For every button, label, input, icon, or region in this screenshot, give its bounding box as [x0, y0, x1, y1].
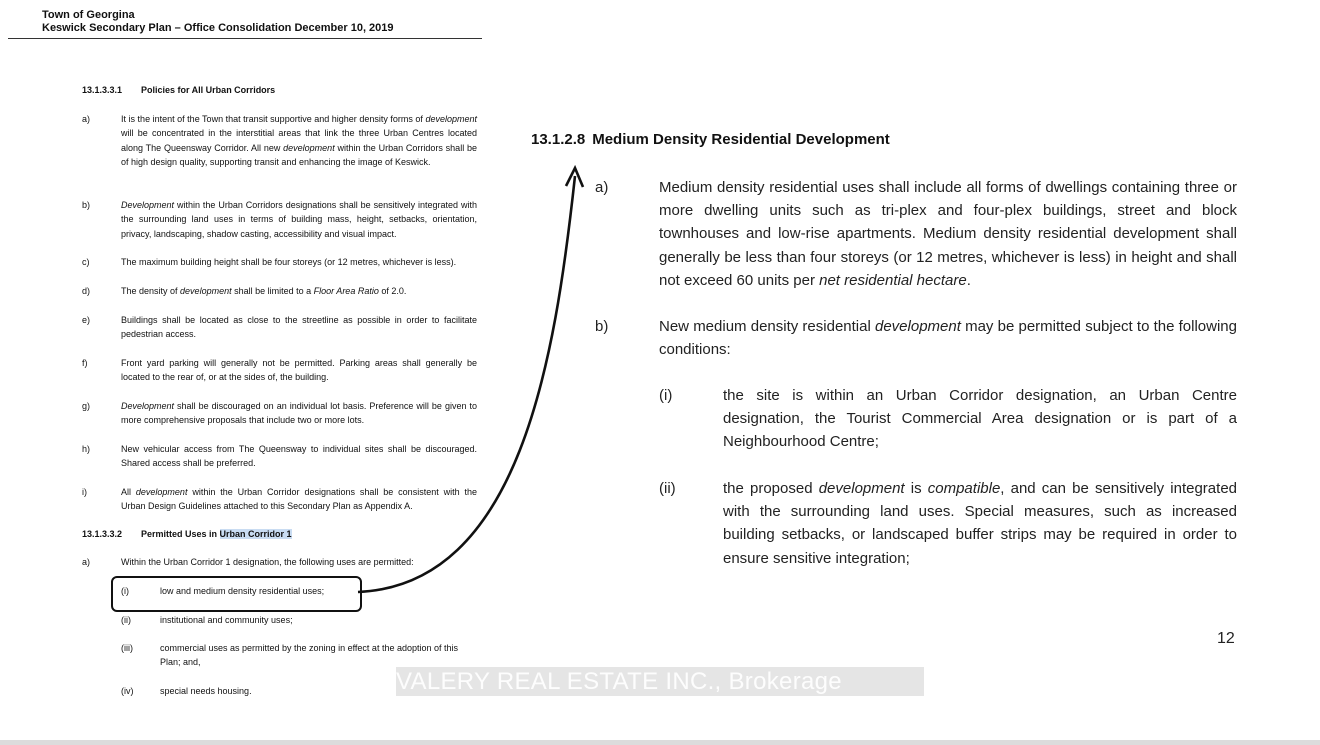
page-number: 12	[1217, 630, 1235, 647]
bottom-bar	[0, 740, 1320, 745]
section-title: Medium Density Residential Development	[592, 131, 890, 148]
medium-density-heading	[531, 131, 890, 148]
item-label: f)	[82, 358, 88, 368]
brokerage-watermark: VALERY REAL ESTATE INC., Brokerage	[396, 667, 924, 696]
subitem-text: is	[904, 480, 928, 497]
subitem-label: (i)	[659, 387, 673, 404]
item-label: c)	[82, 257, 90, 267]
subitem-emphasis: compatible	[927, 480, 1001, 497]
item-emphasis: development	[875, 318, 961, 335]
section-title: Permitted Uses in	[141, 529, 220, 539]
item-text: within the Urban Corridors shall be of high design quality, supporting transit and enhancing the image of Keswick.	[121, 142, 477, 167]
item-text: of 2.0.	[378, 286, 407, 296]
item-text: Medium density residential uses shall include all forms of dwellings containing three or more dwelling units such as tri-plex and four-plex buildings, street and block townhouses and low-rise apartments. Medium density residential development shall generally be less than four storeys (or 12 metres, whichever is less) in height and shall not exceed 60 units per	[659, 179, 1237, 289]
item-text: shall be limited to a	[231, 286, 314, 296]
item-text: New vehicular access from The Queensway to individual sites shall be discouraged. Shared access shall be preferred.	[121, 444, 477, 469]
subitem-text: special needs housing.	[160, 686, 252, 696]
item-text: within the Urban Corridor designations shall be consistent with the Urban Design Guidelines attached to this Secondary Plan as Appendix A.	[121, 487, 477, 512]
subitem-text: commercial uses as permitted by the zoning in effect at the adoption of this Plan; and,	[160, 643, 458, 668]
item-label: a)	[82, 557, 91, 567]
subitem-text: the site is within an Urban Corridor designation, an Urban Centre designation, the Tourist Commercial Area designation or is part of a Neighbourhood Centre;	[723, 387, 1237, 451]
item-label: a)	[595, 179, 609, 196]
section-number: 13.1.2.8	[531, 131, 586, 148]
item-emphasis: Floor Area Ratio	[313, 286, 379, 296]
item-text: Buildings shall be located as close to the streetline as possible in order to facilitate pedestrian access.	[121, 315, 477, 340]
item-emphasis: development	[135, 487, 188, 497]
item-emphasis: Development	[121, 200, 175, 210]
item-label: h)	[82, 444, 91, 454]
section-number: 13.1.3.3.1	[82, 85, 123, 95]
subitem-label: (iii)	[121, 643, 133, 653]
item-label: b)	[595, 318, 609, 335]
item-label: a)	[82, 114, 91, 124]
highlighted-text: Urban Corridor 1	[219, 529, 292, 539]
item-text: .	[966, 271, 971, 289]
subitem-emphasis: development	[818, 480, 905, 497]
item-label: b)	[82, 200, 91, 210]
item-emphasis: development	[180, 286, 232, 296]
item-label: i)	[82, 487, 87, 497]
subitem-text: low and medium density residential uses;	[160, 586, 325, 596]
item-text: within the Urban Corridors designations shall be sensitively integrated with the surrounding land uses in terms of building mass, height, setbacks, orientation, privacy, landscaping, shadow casting, accessibility and visual impact.	[121, 200, 477, 239]
item-label: e)	[82, 315, 91, 325]
item-emphasis: net residential hectare	[819, 271, 967, 289]
subitem-label: (ii)	[121, 615, 131, 625]
item-label: d)	[82, 286, 91, 296]
item-text: Within the Urban Corridor 1 designation, the following uses are permitted:	[121, 557, 414, 567]
subitem-text: , and can be sensitively integrated with the surrounding land uses. Special measures, such as increased building setbacks, or landscaped buffer strips may be required in order to ensure sensitive integration;	[723, 480, 1238, 567]
item-text: may be permitted subject to the following conditions:	[659, 318, 1237, 359]
item-label: g)	[82, 401, 91, 411]
item-text: The maximum building height shall be four storeys (or 12 metres, whichever is less).	[121, 257, 457, 267]
header-plan-title: Keswick Secondary Plan – Office Consolidation December 10, 2019	[42, 22, 394, 34]
subitem-text: the proposed	[723, 480, 819, 497]
item-text: Front yard parking will generally not be permitted. Parking areas shall generally be located to the rear of, or at the sides of, the building.	[121, 358, 477, 383]
item-text: will be concentrated in the interstitial areas that link the three Urban Centres located along The Queensway Corridor. All new	[121, 128, 477, 153]
section-number: 13.1.3.3.2	[82, 529, 123, 539]
item-emphasis: development	[425, 114, 477, 124]
section-title: Policies for All Urban Corridors	[141, 85, 276, 95]
subitem-text: institutional and community uses;	[160, 615, 293, 625]
item-emphasis: Development	[121, 401, 175, 411]
header-town: Town of Georgina	[42, 9, 135, 21]
item-text: All	[121, 487, 136, 497]
subitem-label: (ii)	[659, 480, 676, 497]
item-text: The density of	[121, 286, 181, 296]
item-text: New medium density residential	[659, 318, 875, 335]
item-text: shall be discouraged on an individual lot basis. Preference will be given to more comprehensive proposals that include two or more lots.	[121, 401, 477, 426]
subitem-label: (i)	[121, 586, 129, 596]
item-emphasis: development	[283, 142, 335, 153]
subitem-label: (iv)	[121, 686, 134, 696]
item-text: It is the intent of the Town that transit supportive and higher density forms of	[121, 114, 426, 124]
